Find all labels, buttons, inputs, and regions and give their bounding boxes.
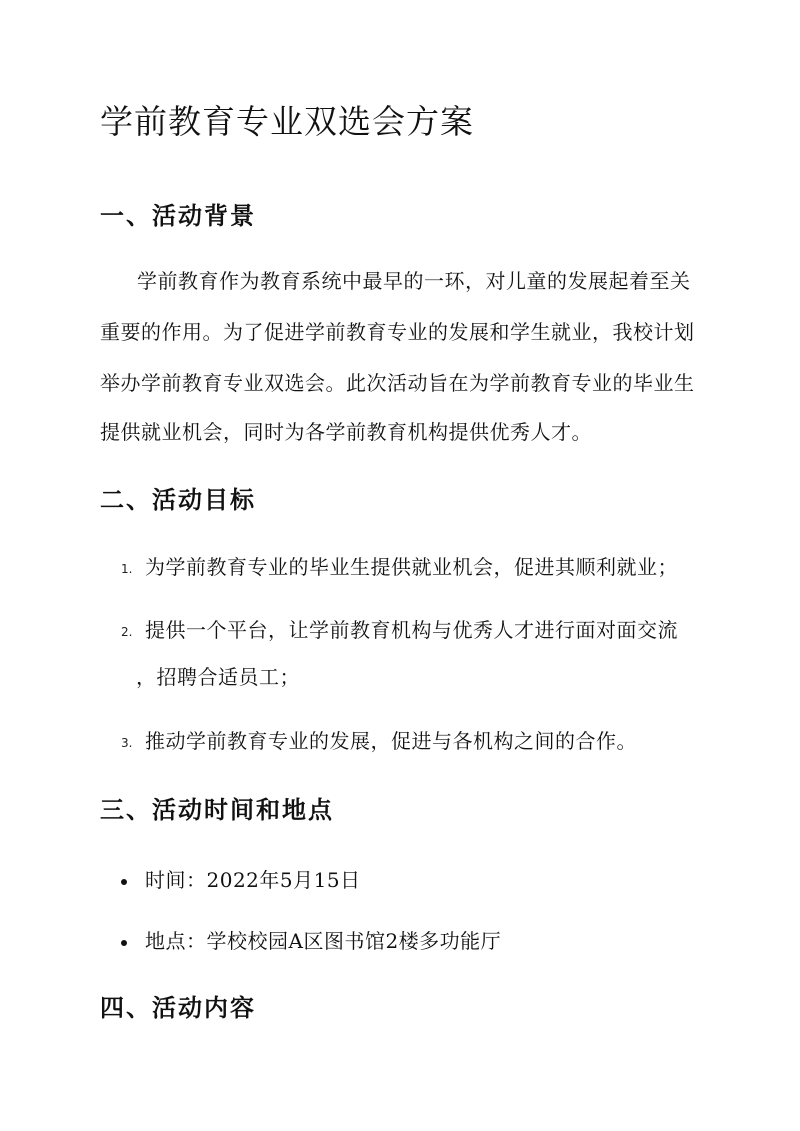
list-item-text: ，招聘合适员工； — [136, 665, 300, 689]
paragraph-line: 学前教育作为教育系统中最早的一环，对儿童的发展起着至关 — [137, 269, 691, 293]
bullet-item-time: 时间：2022年5月15日 — [145, 868, 361, 892]
bullet-dot — [121, 879, 127, 885]
list-number: 1. — [121, 562, 133, 576]
section-heading-background: 一、活动背景 — [100, 201, 256, 230]
paragraph-line: 提供就业机会，同时为各学前教育机构提供优秀人才。 — [100, 420, 592, 444]
list-item-text: 推动学前教育专业的发展，促进与各机构之间的合作。 — [145, 729, 637, 753]
list-number: 2. — [121, 625, 133, 639]
document-title: 学前教育专业双选会方案 — [100, 102, 474, 141]
list-item-text: 为学前教育专业的毕业生提供就业机会，促进其顺利就业； — [145, 555, 678, 579]
bullet-dot — [121, 940, 127, 946]
list-number: 3. — [121, 736, 133, 750]
section-heading-time-place: 三、活动时间和地点 — [100, 795, 334, 824]
section-heading-content: 四、活动内容 — [100, 993, 256, 1022]
paragraph-line: 举办学前教育专业双选会。此次活动旨在为学前教育专业的毕业生 — [100, 371, 695, 395]
bullet-item-place: 地点：学校校园A区图书馆2楼多功能厅 — [145, 929, 502, 953]
section-heading-goals: 二、活动目标 — [100, 485, 256, 514]
paragraph-line: 重要的作用。为了促进学前教育专业的发展和学生就业，我校计划 — [100, 320, 695, 344]
list-item-text: 提供一个平台，让学前教育机构与优秀人才进行面对面交流 — [145, 618, 678, 642]
